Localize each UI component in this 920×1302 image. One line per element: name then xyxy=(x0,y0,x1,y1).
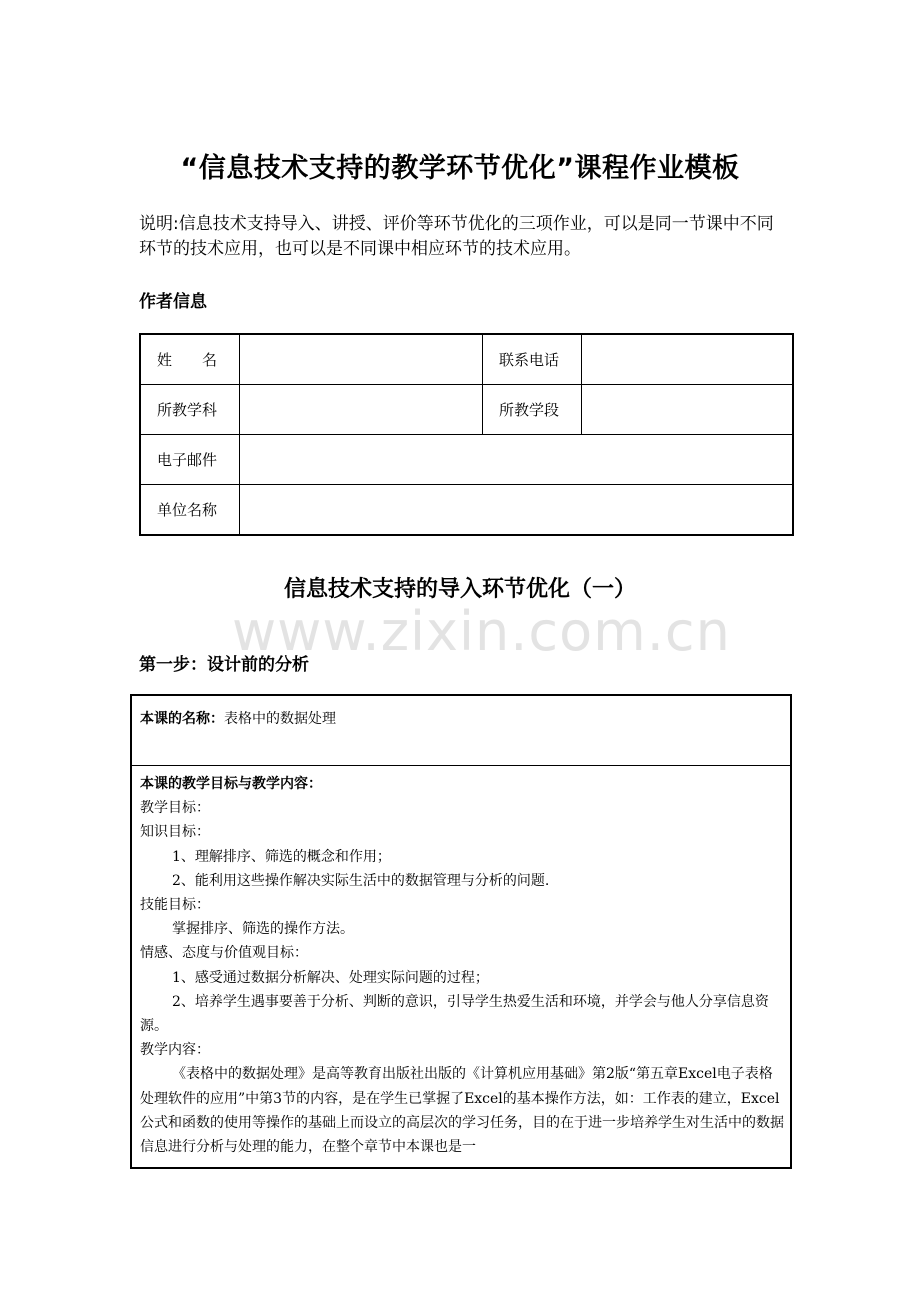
content-line: 1、理解排序、筛选的概念和作用； xyxy=(172,848,391,865)
lesson-name-value[interactable]: 表格中的数据处理 xyxy=(224,711,336,727)
unit-label: 单位名称 xyxy=(140,485,240,536)
email-label: 电子邮件 xyxy=(140,435,240,485)
lesson-name-row xyxy=(132,696,790,766)
content-line: 1、感受通过数据分析解决、处理实际问题的过程； xyxy=(172,969,489,986)
instruction-note: 说明:信息技术支持导入、讲授、评价等环节优化的三项作业，可以是同一节课中不同环节的技术应用，也可以是不同课中相应环节的技术应用。 xyxy=(139,214,774,259)
lesson-name-label: 本课的名称： xyxy=(140,711,224,727)
table-row xyxy=(140,485,793,536)
step1-heading: 第一步：设计前的分析 xyxy=(139,655,309,675)
lesson-analysis-box xyxy=(130,694,792,1169)
name-label: 姓 名 xyxy=(140,334,240,385)
content-line: 2、能利用这些操作解决实际生活中的数据管理与分析的问题. xyxy=(172,872,550,889)
phone-label: 联系电话 xyxy=(483,334,582,385)
table-row xyxy=(140,385,793,435)
watermark: www.zixin.com.cn xyxy=(232,600,731,663)
content-line: 技能目标： xyxy=(140,897,210,914)
page-title: “信息技术支持的教学环节优化”课程作业模板 xyxy=(180,153,740,184)
goals-label: 本课的教学目标与教学内容： xyxy=(140,776,322,792)
unit-field[interactable] xyxy=(240,485,794,536)
content-line: 2、培养学生遇事要善于分析、判断的意识，引导学生热爱生活和环境，并学会与他人分享信息资源。 xyxy=(140,993,769,1035)
email-field[interactable] xyxy=(240,435,794,485)
content-line: 知识目标： xyxy=(140,824,210,841)
content-line: 掌握排序、筛选的操作方法。 xyxy=(172,921,354,938)
phone-field[interactable] xyxy=(582,334,794,385)
grade-field[interactable] xyxy=(582,385,794,435)
subject-label: 所教学科 xyxy=(140,385,240,435)
content-line: 《表格中的数据处理》是高等教育出版社出版的《计算机应用基础》第2版“第五章Excel电子表格处理软件的应用”中第3节的内容，是在学生已掌握了Excel的基本操作方法，如：工作表的建立，Excel公式和函数的使用等操作的基础上而设立的高层次的学习任务，目的在于进一步培养学生对生活中的数据信息进行分析与处理的能力，在整个章节中本课也是一 xyxy=(140,1066,784,1156)
content-line: 教学目标： xyxy=(140,800,210,817)
lesson-goals-content[interactable] xyxy=(132,766,790,1159)
table-row xyxy=(140,435,793,485)
section-title: 信息技术支持的导入环节优化（一） xyxy=(283,577,636,602)
content-line: 情感、态度与价值观目标： xyxy=(140,945,308,962)
grade-label: 所教学段 xyxy=(483,385,582,435)
table-row xyxy=(140,334,793,385)
content-line: 教学内容： xyxy=(140,1042,210,1059)
subject-field[interactable] xyxy=(240,385,483,435)
name-field[interactable] xyxy=(240,334,483,385)
author-section-heading: 作者信息 xyxy=(139,292,207,312)
author-info-table xyxy=(139,333,794,536)
